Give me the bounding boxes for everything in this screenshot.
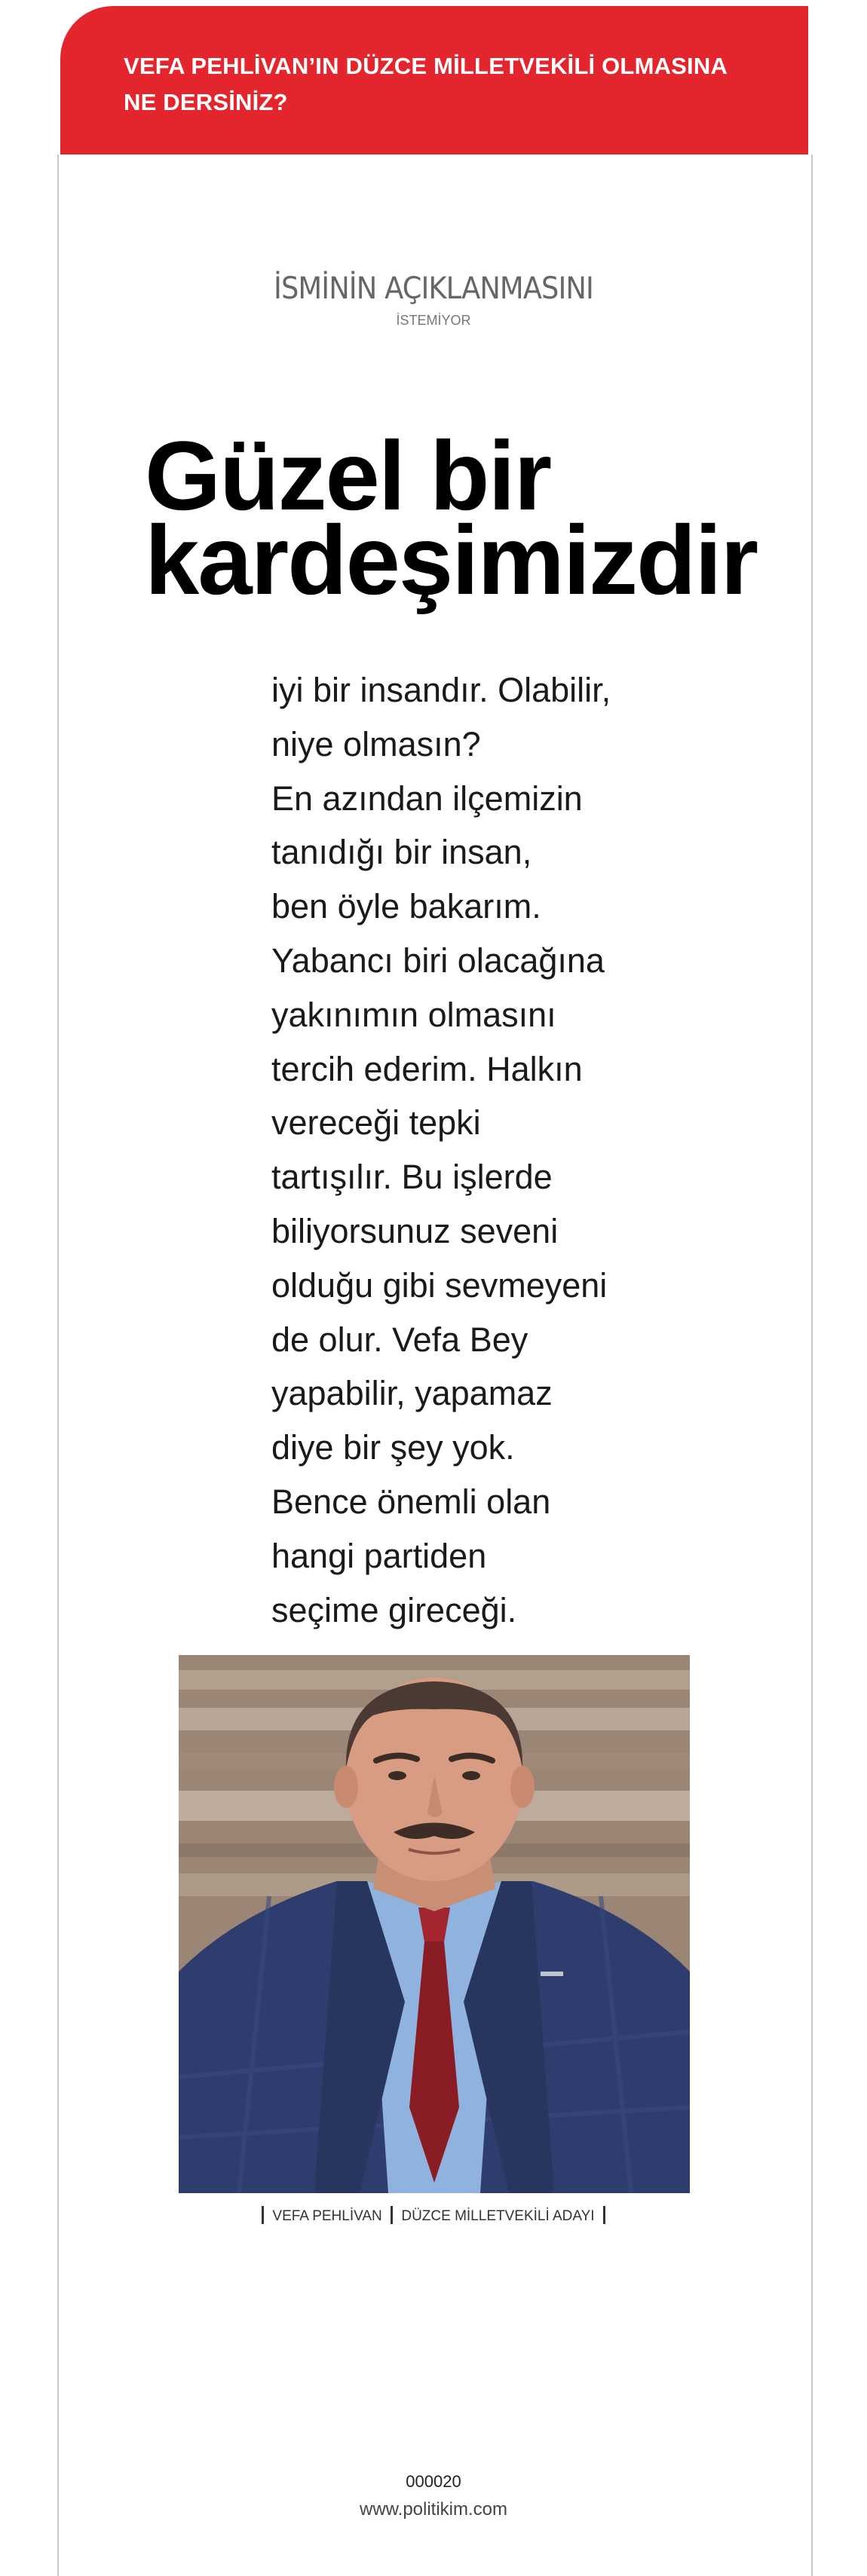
body-line: Yabancı biri olacağına xyxy=(271,941,605,980)
source-name: İSMİNİN AÇIKLANMASINI xyxy=(274,271,593,306)
body-line: biliyorsunuz seveni xyxy=(271,1211,559,1250)
body-line: olduğu gibi sevmeyeni xyxy=(271,1265,608,1305)
header-title-line-2: NE DERSİNİZ? xyxy=(124,89,288,115)
caption-separator xyxy=(262,2206,264,2224)
body-line: tanıdığı bir insan, xyxy=(271,833,532,872)
body-line: iyi bir insandır. Olabilir, xyxy=(271,671,611,709)
article-body xyxy=(271,663,694,1637)
body-line: ben öyle bakarım. xyxy=(271,887,541,926)
body-line: seçime gireceği. xyxy=(271,1590,517,1629)
header-title-line-1: VEFA PEHLİVAN’IN DÜZCE MİLLETVEKİLİ OLMASINA xyxy=(124,53,728,79)
body-line: niye olmasın? xyxy=(271,724,481,763)
portrait-photo xyxy=(179,1655,690,2193)
headline-line-2: kardeşimizdir xyxy=(145,505,758,615)
headline xyxy=(145,421,793,615)
body-line: hangi partiden xyxy=(271,1536,487,1575)
body-line: diye bir şey yok. xyxy=(271,1428,515,1467)
website-link[interactable]: www.politikim.com xyxy=(359,2499,508,2519)
body-line: yakınımın olmasını xyxy=(271,995,556,1034)
body-line: Bence önemli olan xyxy=(271,1482,551,1521)
source-subtitle: İSTEMİYOR xyxy=(396,313,471,328)
page-number: 000020 xyxy=(406,2472,461,2491)
body-line: vereceği tepki xyxy=(271,1103,481,1143)
caption-title: DÜZCE MİLLETVEKİLİ ADAYI xyxy=(401,2208,595,2224)
headline-line-1: Güzel bir xyxy=(145,421,551,531)
photo-caption xyxy=(0,2206,867,2225)
caption-separator xyxy=(603,2206,605,2224)
caption-separator xyxy=(391,2206,393,2224)
header-banner xyxy=(60,6,808,154)
body-line: En azından ilçemizin xyxy=(271,779,583,818)
body-line: de olur. Vefa Bey xyxy=(271,1320,528,1359)
body-line: tercih ederim. Halkın xyxy=(271,1049,583,1088)
caption-name: VEFA PEHLİVAN xyxy=(272,2208,382,2224)
body-line: tartışılır. Bu işlerde xyxy=(271,1158,553,1197)
header-title xyxy=(124,48,793,121)
body-line: yapabilir, yapamaz xyxy=(271,1374,553,1413)
